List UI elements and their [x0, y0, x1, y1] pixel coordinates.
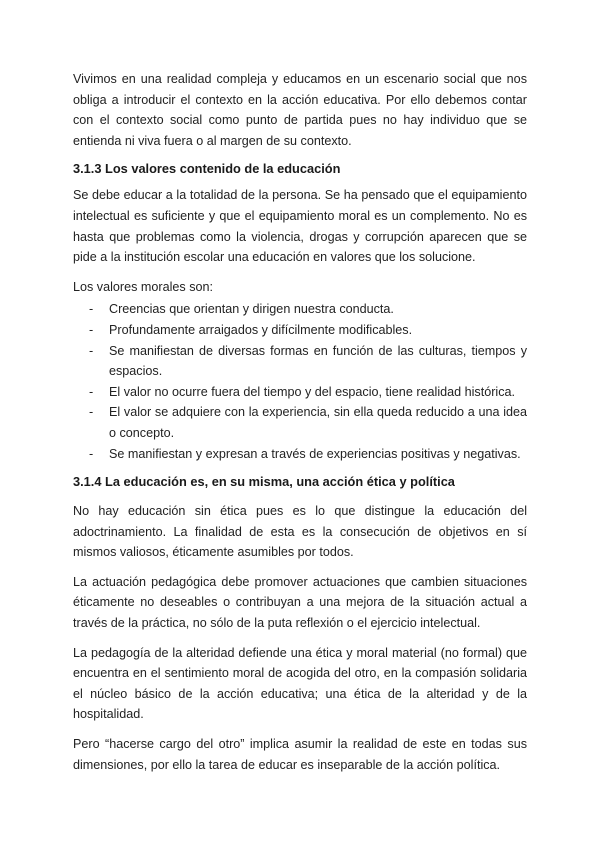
ethics-paragraph-1: No hay educación sin ética pues es lo que distingue la educación del adoctrinamiento. La finalidad de esta es la consecución de objetivos en sí mismos valiosos, éticamente asumibles por todos.: [73, 504, 527, 560]
list-item: [73, 299, 527, 320]
section-heading-3-1-3: 3.1.3 Los valores contenido de la educación: [73, 161, 341, 177]
list-dash: -: [89, 302, 94, 317]
list-dash: -: [89, 343, 94, 358]
list-item-text: El valor se adquiere con la experiencia, sin ella queda reducido a una idea o concepto.: [109, 405, 527, 440]
list-item-text: Creencias que orientan y dirigen nuestra conducta.: [109, 302, 394, 317]
values-list: [73, 299, 527, 464]
list-dash: -: [89, 446, 94, 461]
values-paragraph: Se debe educar a la totalidad de la persona. Se ha pensado que el equipamiento intelectual es suficiente y que el equipamiento moral es un complemento. No es hasta que problemas como la violencia, drogas y corrupción aparecen que se pide a la institución escolar una educación en valores que los solucione.: [73, 188, 527, 265]
list-item: [73, 444, 527, 465]
intro-paragraph: Vivimos en una realidad compleja y educamos en un escenario social que nos obliga a introducir el contexto en la acción educativa. Por ello debemos contar con el contexto social como punto de partida pues no hay individuo que se entienda ni viva fuera o al margen de su contexto.: [73, 72, 527, 148]
section-heading-3-1-4: 3.1.4 La educación es, en su misma, una acción ética y política: [73, 474, 455, 490]
list-item: [73, 402, 527, 443]
list-dash: -: [89, 384, 94, 399]
list-item-text: El valor no ocurre fuera del tiempo y del espacio, tiene realidad histórica.: [109, 384, 516, 399]
list-item: [73, 341, 527, 382]
values-list-intro: Los valores morales son:: [73, 279, 213, 294]
ethics-paragraph-4: Pero “hacerse cargo del otro” implica asumir la realidad de este en todas sus dimensiones, por ello la tarea de educar es inseparable de la acción política.: [73, 737, 527, 772]
list-item-text: Profundamente arraigados y difícilmente modificables.: [109, 322, 413, 337]
list-item: [73, 320, 527, 341]
ethics-paragraph-3: La pedagogía de la alteridad defiende una ética y moral material (no formal) que encuentra en el sentimiento moral de acogida del otro, en la compasión solidaria el núcleo básico de la acción educativa; una ética de la alteridad y de la hospitalidad.: [73, 645, 527, 722]
list-dash: -: [89, 405, 94, 420]
list-item-text: Se manifiestan de diversas formas en función de las culturas, tiempos y espacios.: [109, 343, 527, 379]
list-item: [73, 382, 527, 403]
list-item-text: Se manifiestan y expresan a través de experiencias positivas y negativas.: [109, 446, 521, 461]
list-dash: -: [89, 322, 94, 337]
ethics-paragraph-2: La actuación pedagógica debe promover actuaciones que cambien situaciones éticamente no deseables o contribuyan a una mejora de la situación actual a través de la práctica, no sólo de la puta reflexión o el ejercicio intelectual.: [73, 574, 527, 631]
